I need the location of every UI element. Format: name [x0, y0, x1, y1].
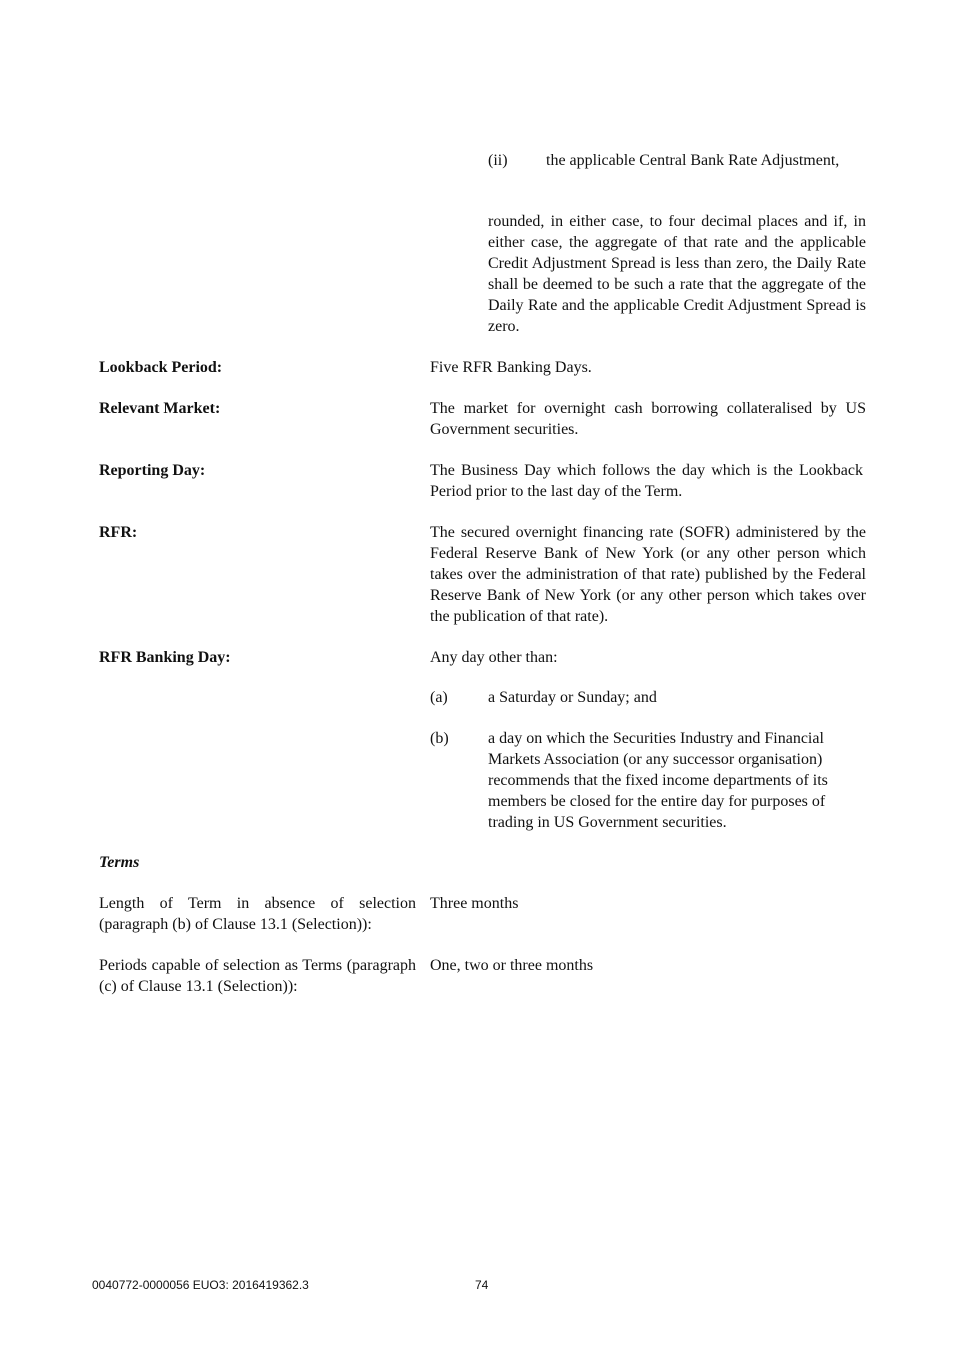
- item-a-text: a Saturday or Sunday; and: [488, 689, 657, 706]
- definition-rfr-banking-day: Any day other than:: [430, 649, 558, 666]
- footer-document-reference: 0040772-0000056 EUO3: 2016419362.3: [92, 1278, 309, 1292]
- terms-row-value: Three months: [430, 895, 519, 912]
- item-b-text: a day on which the Securities Industry and Financial Markets Association (or any successor organisation) recommends that the fixed income departments of its members be closed for the entire day for purposes of trading in US Government securities.: [488, 730, 828, 831]
- item-ii-text: the applicable Central Bank Rate Adjustment,: [546, 152, 840, 169]
- page-number: 74: [475, 1278, 489, 1292]
- terms-row-label: Periods capable of selection as Terms (paragraph (c) of Clause 13.1 (Selection)):: [99, 957, 416, 995]
- definition-lookback-period: Five RFR Banking Days.: [430, 359, 592, 376]
- term-rfr-banking-day: RFR Banking Day:: [99, 649, 231, 666]
- rounding-paragraph: rounded, in either case, to four decimal places and if, in either case, the aggregate of that rate and the applicable Credit Adjustment Spread is less than zero, the Daily Rate shall be deemed to be such a rate that the aggregate of the Daily Rate and the applicable Credit Adjustment Spread is zero.: [488, 213, 866, 335]
- definition-rfr: The secured overnight financing rate (SOFR) administered by the Federal Reserve Bank of New York (or any other person which takes over the administration of that rate) published by the Federal Reserve Bank of New York (or any other person which takes over the publication of that rate).: [430, 524, 866, 625]
- term-rfr: RFR:: [99, 524, 138, 541]
- term-relevant-market: Relevant Market:: [99, 400, 221, 417]
- terms-row-label: Length of Term in absence of selection (paragraph (b) of Clause 13.1 (Selection)):: [99, 895, 416, 933]
- terms-row-value: One, two or three months: [430, 957, 594, 974]
- terms-heading: Terms: [99, 854, 140, 871]
- item-a-marker: (a): [430, 689, 448, 706]
- term-reporting-day: Reporting Day:: [99, 462, 206, 479]
- term-lookback-period: Lookback Period:: [99, 359, 223, 376]
- item-ii-marker: (ii): [488, 152, 508, 169]
- item-b-marker: (b): [430, 730, 449, 747]
- definition-reporting-day: The Business Day which follows the day which is the Lookback Period prior to the last day of the Term.: [430, 462, 863, 500]
- definition-relevant-market: The market for overnight cash borrowing collateralised by US Government securities.: [430, 400, 866, 438]
